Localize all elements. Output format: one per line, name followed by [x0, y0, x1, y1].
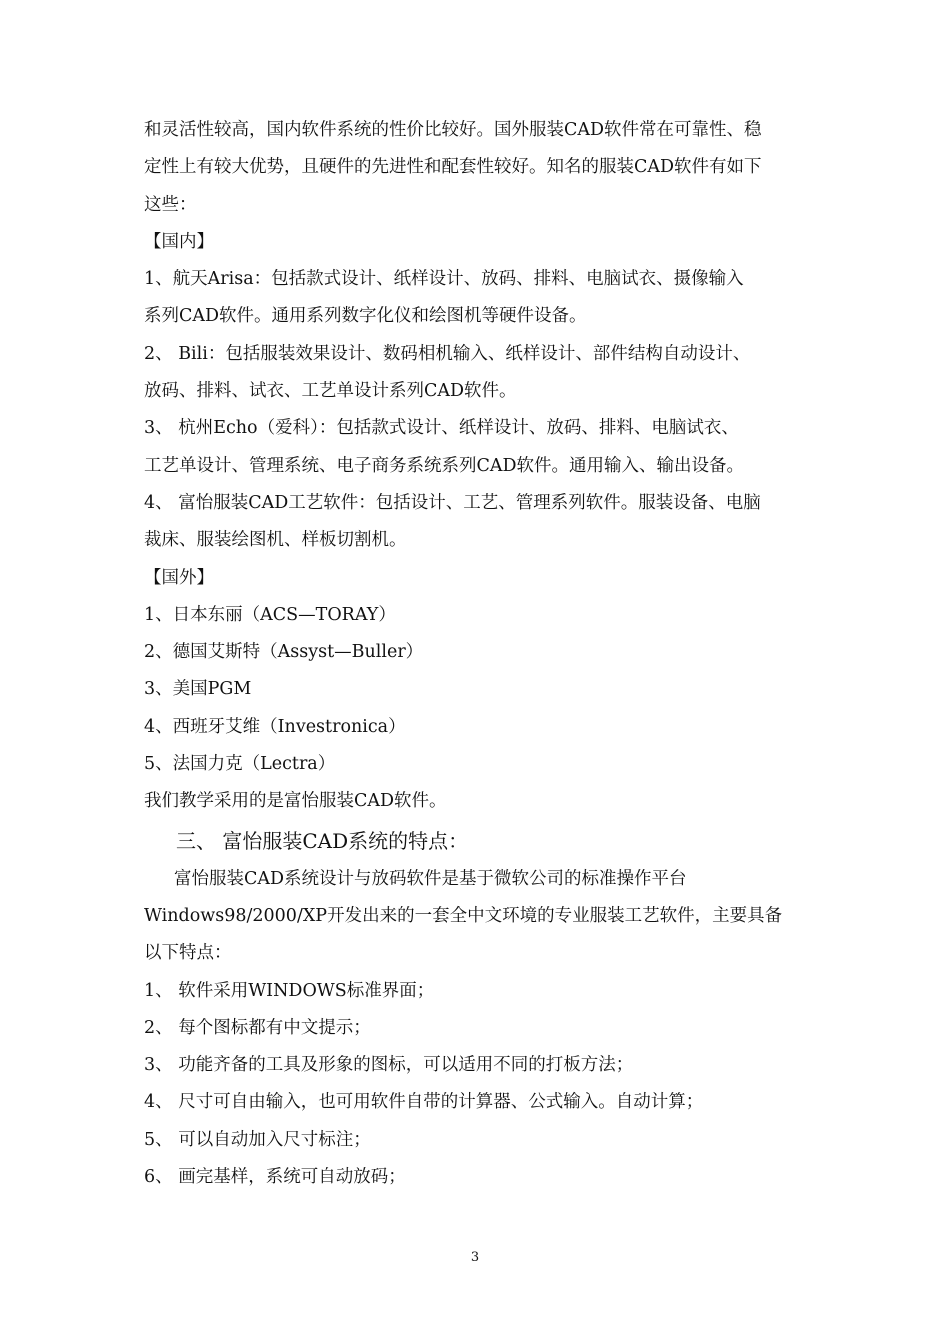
list-item: 1、日本东丽（ACS—TORAY）	[144, 604, 396, 625]
list-item	[144, 410, 812, 485]
section-intro-line: 富怡服装CAD系统设计与放码软件是基于微软公司的标准操作平台	[174, 868, 687, 889]
teaching-note: 我们教学采用的是富怡服装CAD软件。	[144, 791, 447, 812]
list-item: 5、 可以自动加入尺寸标注；	[144, 1129, 371, 1150]
list-item: 2、德国艾斯特（Assyst—Buller）	[144, 642, 424, 663]
list-item: 2、 每个图标都有中文提示；	[144, 1017, 371, 1038]
list-item	[144, 485, 812, 560]
list-item-line: 工艺单设计、管理系统、电子商务系统系列CAD软件。通用输入、输出设备。	[144, 455, 745, 476]
foreign-list	[144, 597, 812, 783]
intro-paragraph-line: 这些：	[144, 194, 197, 215]
list-item: 4、西班牙艾维（Investronica）	[144, 716, 406, 737]
domestic-list	[144, 261, 812, 559]
list-item	[144, 261, 812, 336]
list-item: 1、 软件采用WINDOWS标准界面；	[144, 980, 435, 1001]
list-item: 4、 尺寸可自由输入，也可用软件自带的计算器、公式输入。自动计算；	[144, 1092, 704, 1113]
list-item-line: 系列CAD软件。通用系列数字化仪和绘图机等硬件设备。	[144, 306, 587, 327]
document-body	[144, 112, 812, 1196]
list-item-line: 2、 Bili：包括服装效果设计、数码相机输入、纸样设计、部件结构自动设计、	[144, 343, 751, 364]
list-item: 6、 画完基样，系统可自动放码；	[144, 1167, 406, 1188]
list-item	[144, 336, 812, 411]
list-item-line: 放码、排料、试衣、工艺单设计系列CAD软件。	[144, 381, 517, 402]
list-item-line: 3、 杭州Echo（爱科）：包括款式设计、纸样设计、放码、排料、电脑试衣、	[144, 418, 739, 439]
list-item-line: 裁床、服装绘图机、样板切割机。	[144, 530, 407, 551]
intro-paragraph-line: 和灵活性较高，国内软件系统的性价比较好。国外服装CAD软件常在可靠性、稳	[144, 120, 762, 140]
intro-paragraph-line: 定性上有较大优势，且硬件的先进性和配套性较好。知名的服装CAD软件有如下	[144, 157, 762, 178]
page-number: 3	[470, 1250, 480, 1265]
list-item-line: 1、航天Arisa：包括款式设计、纸样设计、放码、排料、电脑试衣、摄像输入	[144, 269, 744, 290]
foreign-heading: 【国外】	[144, 567, 214, 588]
list-item-line: 4、 富怡服装CAD工艺软件：包括设计、工艺、管理系列软件。服装设备、电脑	[144, 492, 761, 513]
list-item: 5、法国力克（Lectra）	[144, 754, 336, 775]
section-heading: 三、 富怡服装CAD系统的特点：	[176, 828, 469, 853]
domestic-heading: 【国内】	[144, 231, 214, 252]
feature-list	[144, 973, 812, 1197]
section-intro-line: Windows98/2000/XP开发出来的一套全中文环境的专业服装工艺软件，主要具备	[144, 905, 783, 926]
section-intro-line: 以下特点：	[144, 943, 232, 964]
list-item: 3、 功能齐备的工具及形象的图标，可以适用不同的打板方法；	[144, 1055, 634, 1076]
list-item: 3、美国PGM	[144, 679, 252, 700]
